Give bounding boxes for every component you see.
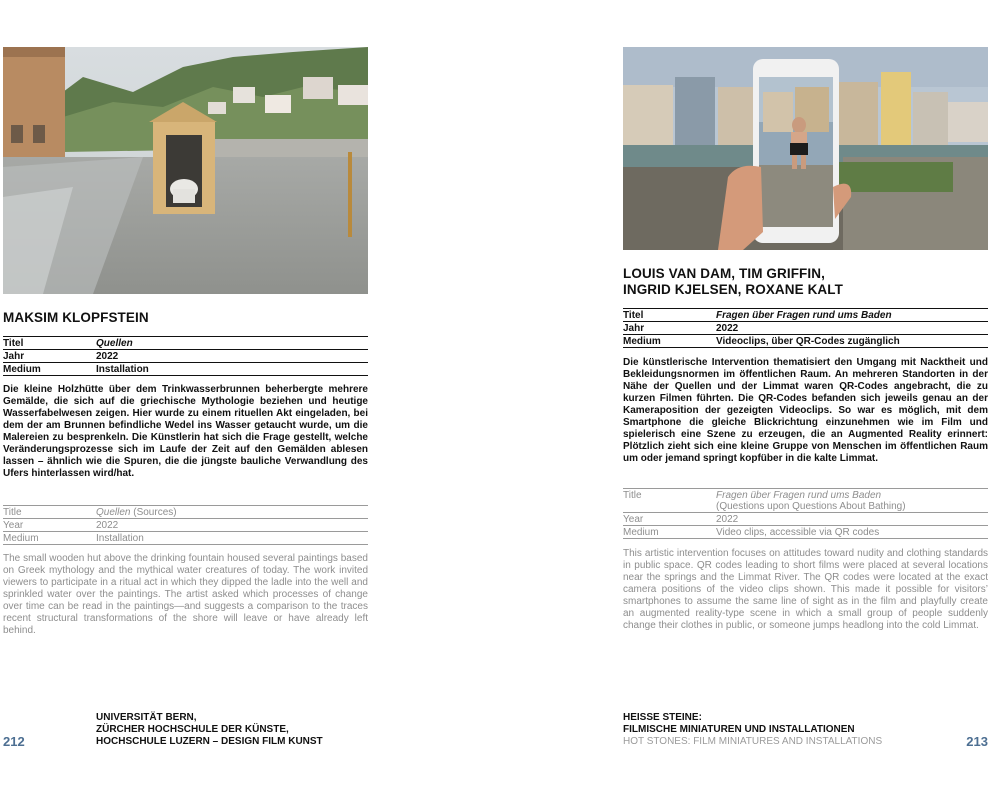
description-de: Die künstlerische Intervention thematisiert den Umgang mit Nacktheit und Bekleidungsnormen im öffentlichen Raum. An mehreren Standorten in der Nähe der Quellen und der Limmat waren QR-Codes angebracht, die zu kurzen Filmen führten. Die QR-Codes befanden sich jeweils genau an der Kameraposition der gezeigten Videoclips. So war es möglich, mit dem Smartphone die gleiche Blickrichtung einzunehmen wie im Film und spielerisch eine Szene zu erzeugen, die an Augmented Reality erinnert: Plötzlich zieht sich eine kleine Gruppe von Menschen im öffentlichen Raum um oder jemand springt kopfüber in die kalte Limmat. (623, 357, 988, 464)
meta-key: Year (623, 514, 644, 525)
meta-value: Installation (96, 364, 149, 375)
footer-line: UNIVERSITÄT BERN, (96, 712, 197, 723)
meta-value: Videoclips, über QR-Codes zugänglich (716, 336, 900, 347)
meta-row (3, 336, 368, 349)
meta-row (623, 488, 988, 512)
meta-key: Jahr (623, 323, 645, 334)
meta-row (3, 362, 368, 376)
footer-line-en: HOT STONES: FILM MINIATURES AND INSTALLATIONS (623, 736, 883, 747)
page-number: 213 (966, 734, 988, 749)
meta-key: Year (3, 520, 24, 531)
meta-value: Video clips, accessible via QR codes (716, 527, 880, 538)
meta-key: Medium (3, 533, 39, 544)
title-translation: (Questions upon Questions About Bathing) (716, 501, 906, 512)
page-number: 212 (3, 734, 25, 749)
footer-line: ZÜRCHER HOCHSCHULE DER KÜNSTE, (96, 724, 289, 735)
title-translation: (Sources) (130, 507, 177, 518)
meta-key: Title (623, 490, 642, 501)
meta-row (3, 518, 368, 531)
photo-smartphone-limmat (623, 47, 988, 250)
meta-value: 2022 (96, 520, 119, 531)
artist-names (623, 266, 843, 298)
meta-key: Medium (623, 336, 661, 347)
metadata-table-en (3, 505, 368, 545)
meta-value: Quellen (96, 338, 133, 349)
meta-row (623, 525, 988, 539)
meta-row (623, 321, 988, 334)
meta-row (623, 334, 988, 348)
artist-line: INGRID KJELSEN, ROXANE KALT (623, 282, 843, 297)
meta-value (96, 507, 177, 518)
footer-line: FILMISCHE MINIATUREN UND INSTALLATIONEN (623, 724, 855, 735)
metadata-table-de (623, 308, 988, 348)
meta-value: 2022 (96, 351, 119, 362)
description-de: Die kleine Holzhütte über dem Trinkwasserbrunnen beherbergte mehrere Gemälde, die sich auf die griechische Mythologie beziehen und heutige Wasserfabelwesen zeigen. Hier wurde zu einem rituellen Akt eingeladen, bei dem der am Brunnen befindliche Wedel ins Wasser getaucht wurde, um die Malereien zu besprenkeln. Die Künstlerin hat sich die Frage gestellt, welche Veränderungsprozesse sich im Laufe der Zeit auf den Gemälden ablesen lassen – ähnlich wie die Spuren, die die jüngste bauliche Verwandlung des Ufers hinterlassen wird/hat. (3, 384, 368, 479)
meta-value: 2022 (716, 323, 739, 334)
meta-key: Jahr (3, 351, 25, 362)
footer-line: HOCHSCHULE LUZERN – DESIGN FILM KUNST (96, 736, 323, 747)
meta-row (623, 512, 988, 525)
meta-value: Fragen über Fragen rund ums Baden (716, 310, 892, 321)
footer-institutions (96, 712, 323, 748)
meta-value: Installation (96, 533, 144, 544)
meta-row (623, 308, 988, 321)
meta-value: 2022 (716, 514, 739, 525)
meta-key: Medium (3, 364, 41, 375)
photo-wooden-hut (3, 47, 368, 294)
footer-line: HEISSE STEINE: (623, 712, 702, 723)
artist-line: LOUIS VAN DAM, TIM GRIFFIN, (623, 266, 825, 281)
meta-value: Fragen über Fragen rund ums Baden (716, 490, 882, 501)
meta-key: Title (3, 507, 22, 518)
description-en: This artistic intervention focuses on attitudes toward nudity and clothing standards in public space. QR codes leading to short films were placed at several locations near the springs and the Limmat River. The QR codes were located at the exact camera positions of the video clips shown. This made it possible for visitors’ smartphones to assume the same line of sight as in the film and playfully create an augmented reality-type scene in which a small group of people suddenly change their clothes in public, or someone jumps headlong into the cold Limmat. (623, 548, 988, 631)
title-original: Quellen (96, 507, 131, 518)
meta-key: Titel (623, 310, 644, 321)
description-en: The small wooden hut above the drinking fountain housed several paintings based on Greek mythology and the mythical water creatures of today. The work invited viewers to participate in a ritual act in which they dipped the ladle into the well and sprinkled water over the paintings. The artist asked which processes of change over time can be read in the paintings—and suggests a comparison to the traces recent structural transformations of the shore will leave or have already left behind. (3, 553, 368, 636)
artist-name: MAKSIM KLOPFSTEIN (3, 310, 149, 325)
meta-row (3, 505, 368, 518)
meta-row (3, 531, 368, 545)
metadata-table-de (3, 336, 368, 376)
meta-key: Medium (623, 527, 659, 538)
meta-key: Titel (3, 338, 24, 349)
footer-series (623, 712, 882, 748)
meta-row (3, 349, 368, 362)
metadata-table-en (623, 488, 988, 539)
